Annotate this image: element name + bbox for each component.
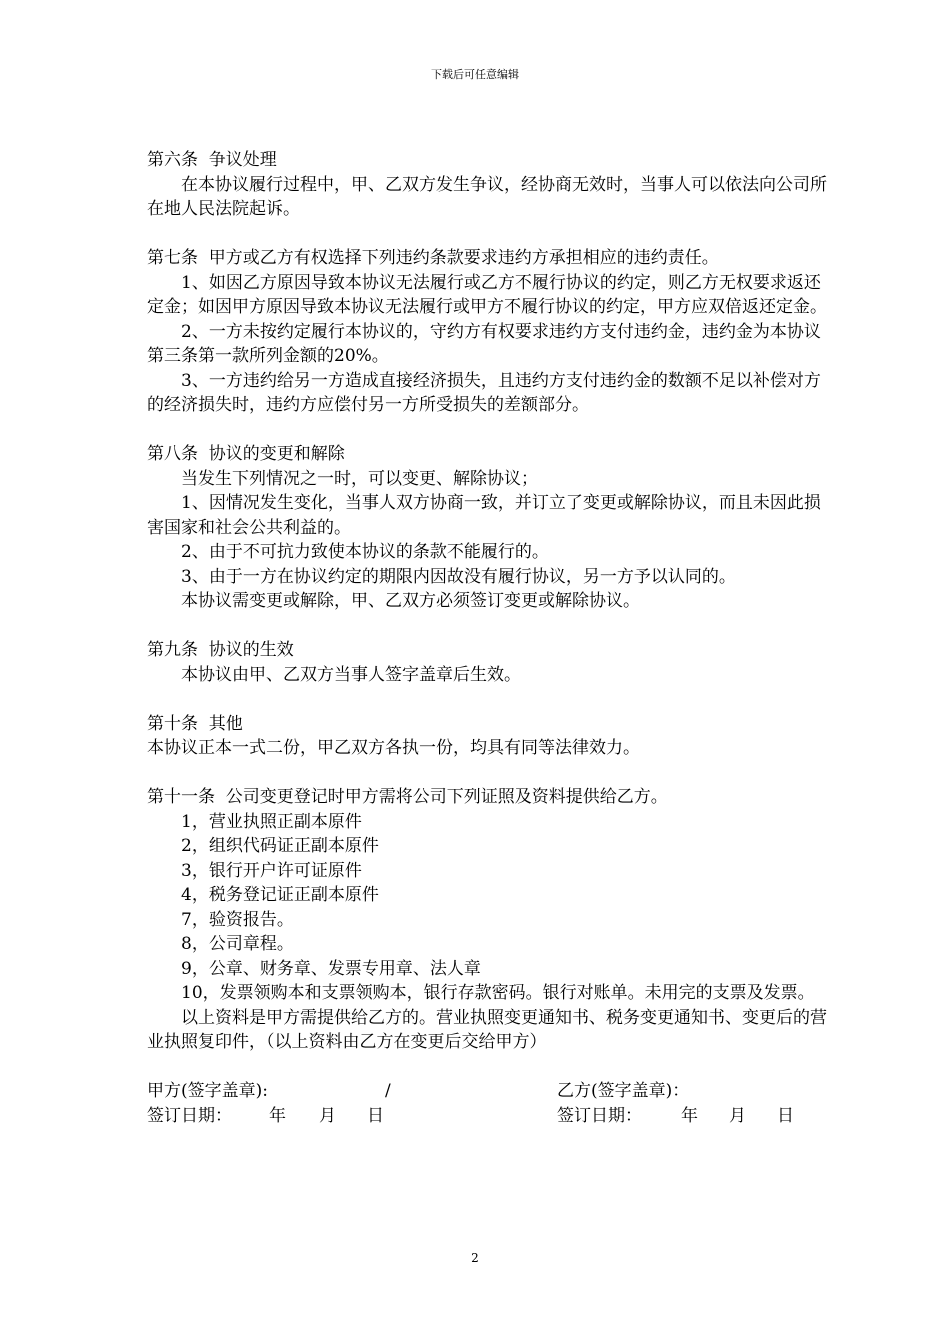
list-item: 8，公司章程。 (181, 934, 294, 954)
party-a-date-label: 签订日期： (147, 1105, 232, 1126)
article-7-clause-3: 3、一方违约给另一方造成直接经济损失，且违约方支付违约金的数额不足以补偿对方的经济损失时，违约方应偿付另一方所受损失的差额部分。 (147, 370, 821, 415)
page-number: 2 (471, 1251, 479, 1265)
list-item: 3，银行开户许可证原件 (181, 860, 362, 881)
date-line (147, 1104, 827, 1129)
article-10-paragraph: 本协议正本一式二份，甲乙双方各执一份，均具有同等法律效力。 (147, 738, 640, 758)
article-8-clause-3: 3、由于一方在协议约定的期限内因故没有履行协议，另一方予以认同的。 (181, 566, 736, 587)
article-8-title: 第八条 协议的变更和解除 (147, 444, 345, 464)
list-item: 7，验资报告。 (181, 909, 294, 930)
article-8-clause-1: 1、因情况发生变化，当事人双方协商一致，并订立了变更或解除协议，而且未因此损害国家和社会公共利益的。 (147, 493, 821, 538)
list-item: 2，组织代码证正副本原件 (181, 836, 379, 856)
party-a-year: 年 (269, 1105, 286, 1126)
article-8-closing: 本协议需变更或解除，甲、乙双方必须签订变更或解除协议。 (181, 591, 640, 611)
article-9-title: 第九条 协议的生效 (147, 640, 294, 660)
list-item: 1，营业执照正副本原件 (181, 811, 362, 832)
article-10-title: 第十条 其他 (147, 713, 243, 734)
article-8-intro: 当发生下列情况之一时，可以变更、解除协议； (181, 468, 538, 489)
article-11-note: 以上资料是甲方需提供给乙方的。营业执照变更通知书、税务变更通知书、变更后的营业执照复印件，（以上资料由乙方在变更后交给甲方） (147, 1007, 827, 1052)
party-a-month: 月 (319, 1105, 336, 1126)
party-b-date-label: 签订日期： (557, 1105, 642, 1126)
party-b-day: 日 (777, 1105, 794, 1126)
article-7-clause-1: 1、如因乙方原因导致本协议无法履行或乙方不履行协议的约定，则乙方无权要求返还定金；如因甲方原因导致本协议无法履行或甲方不履行协议的约定，甲方应双倍返还定金。 (147, 272, 827, 317)
list-item: 9，公章、财务章、发票专用章、法人章 (181, 958, 481, 979)
article-6-paragraph: 在本协议履行过程中，甲、乙双方发生争议，经协商无效时，当事人可以依法向公司所在地人民法院起诉。 (147, 174, 827, 219)
party-b-month: 月 (729, 1105, 746, 1126)
document-body (147, 148, 827, 1128)
party-a-day: 日 (367, 1105, 384, 1126)
article-7-title: 第七条 甲方或乙方有权选择下列违约条款要求违约方承担相应的违约责任。 (147, 248, 719, 268)
page-header: 下载后可任意编辑 (431, 68, 519, 81)
party-a-signature-label: 甲方(签字盖章): (147, 1081, 268, 1101)
party-b-year: 年 (681, 1105, 698, 1126)
list-item: 4，税务登记证正副本原件 (181, 885, 379, 905)
article-9-paragraph: 本协议由甲、乙双方当事人签字盖章后生效。 (181, 664, 521, 685)
signature-line (147, 1079, 827, 1104)
signature-slash: / (385, 1081, 391, 1101)
party-b-signature-label: 乙方(签字盖章)： (557, 1081, 690, 1101)
article-6-title: 第六条 争议处理 (147, 150, 277, 170)
article-11-title: 第十一条 公司变更登记时甲方需将公司下列证照及资料提供给乙方。 (147, 787, 668, 807)
list-item: 10，发票领购本和支票领购本，银行存款密码。银行对账单。未用完的支票及发票。 (181, 983, 815, 1003)
article-8-clause-2: 2、由于不可抗力致使本协议的条款不能履行的。 (181, 542, 549, 562)
article-7-clause-2: 2、一方未按约定履行本协议的，守约方有权要求违约方支付违约金，违约金为本协议第三条第一款所列金额的20%。 (147, 321, 821, 366)
